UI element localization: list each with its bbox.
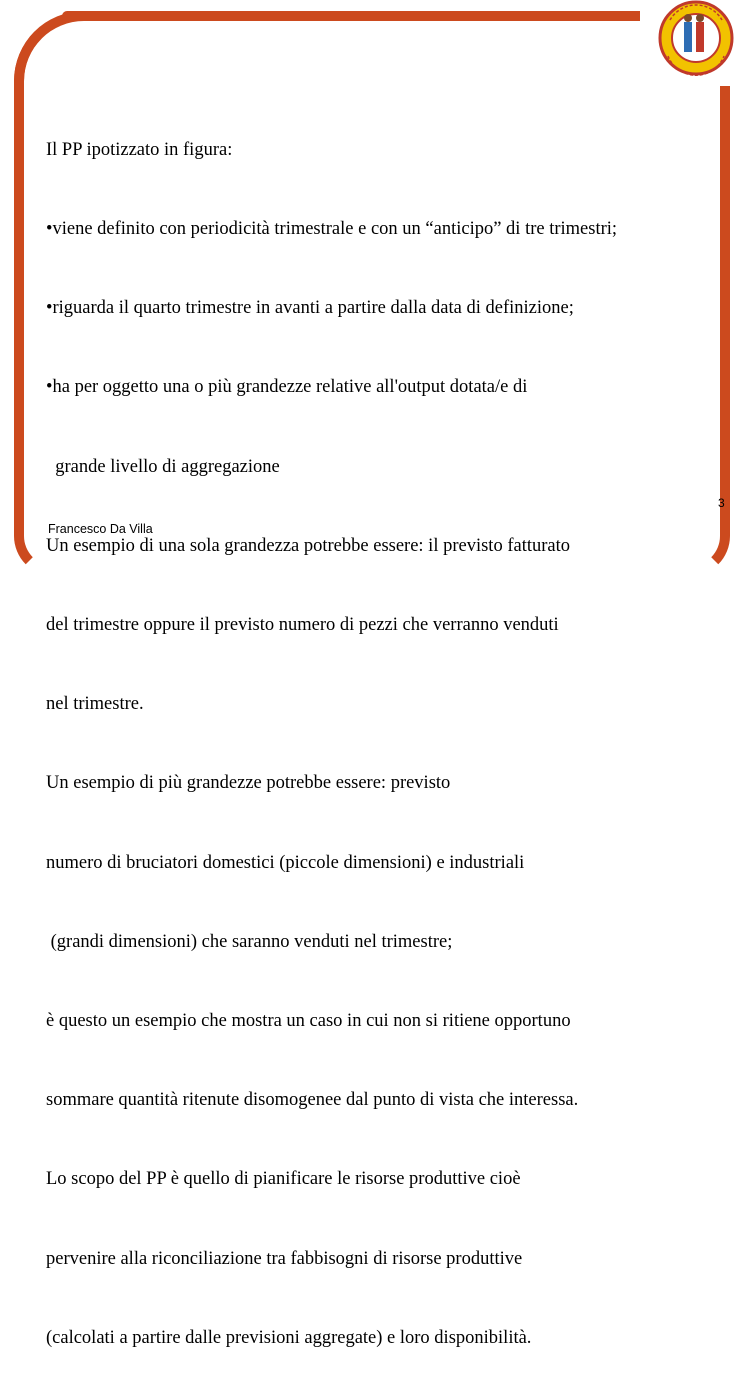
body-line: Il PP ipotizzato in figura: [46, 139, 233, 160]
body-line: è questo un esempio che mostra un caso in cui non si ritiene opportuno [46, 1011, 571, 1032]
page-number: 3 [718, 496, 725, 510]
slide-body [46, 84, 736, 1378]
body-line: nel trimestre. [46, 694, 144, 715]
body-line: (calcolati a partire dalle previsioni aggregate) e loro disponibilità. [46, 1327, 532, 1348]
body-line: (grandi dimensioni) che saranno venduti nel trimestre; [46, 931, 453, 952]
body-line: Lo scopo del PP è quello di pianificare le risorse produttive cioè [46, 1169, 521, 1190]
university-seal-icon [640, 0, 738, 86]
body-line: Un esempio di una sola grandezza potrebbe essere: il previsto fatturato [46, 535, 570, 556]
body-line: numero di bruciatori domestici (piccole dimensioni) e industriali [46, 852, 525, 873]
body-line: •viene definito con periodicità trimestrale e con un “anticipo” di tre trimestri; [46, 219, 618, 240]
body-line: del trimestre oppure il previsto numero di pezzi che verranno venduti [46, 615, 559, 636]
body-line: •riguarda il quarto trimestre in avanti a partire dalla data di definizione; [46, 298, 574, 319]
body-line: sommare quantità ritenute disomogenee dal punto di vista che interessa. [46, 1090, 579, 1111]
author-footer: Francesco Da Villa [48, 522, 153, 536]
body-line: pervenire alla riconciliazione tra fabbisogni di risorse produttive [46, 1248, 523, 1269]
body-line: Un esempio di più grandezze potrebbe essere: previsto [46, 773, 451, 794]
body-line: grande livello di aggregazione [46, 456, 280, 477]
body-line: •ha per oggetto una o più grandezze relative all'output dotata/e di [46, 377, 528, 398]
